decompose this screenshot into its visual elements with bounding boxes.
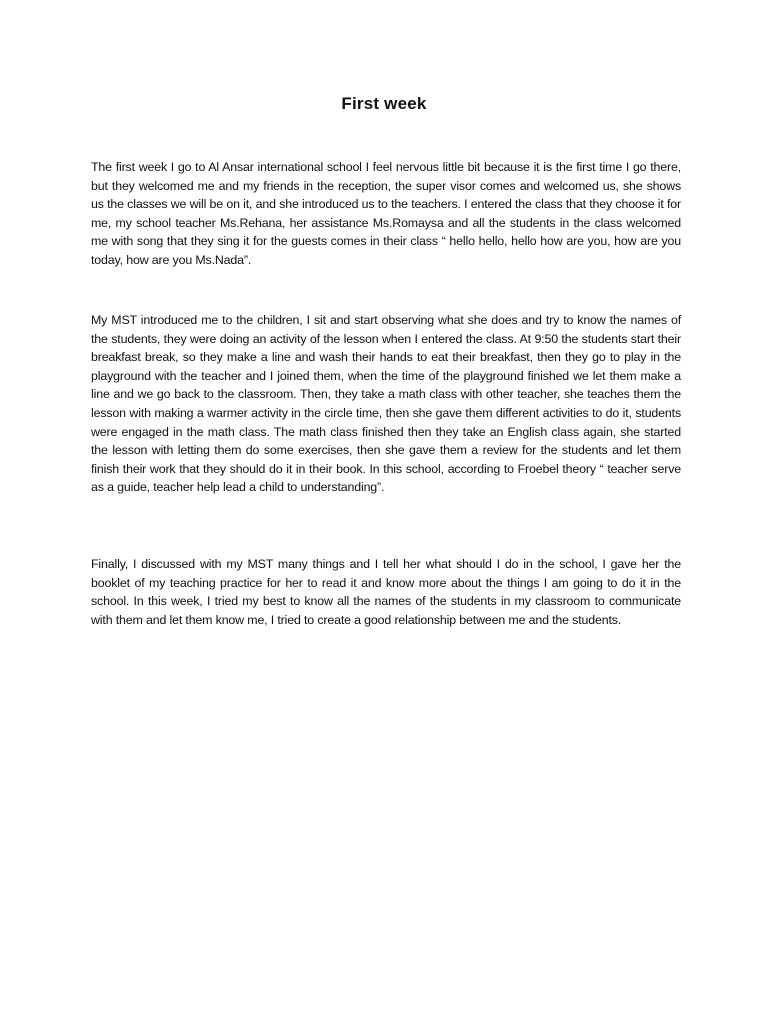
paragraph-2: My MST introduced me to the children, I sit and start observing what she does and try to know the names of the students, they were doing an activity of the lesson when I entered the class. At 9:50 the students start their breakfast break, so they make a line and wash their hands to eat their breakfast, then they go to play in the playground with the teacher and I joined them, when the time of the playground finished we let them make a line and we go back to the classroom. Then, they take a math class with other teacher, she teaches them the lesson with making a warmer activity in the circle time, then she gave them different activities to do it, students were engaged in the math class. The math class finished then they take an English class again, she started the lesson with letting them do some exercises, then she gave them a review for the students and let them finish their work that they should do it in their book. In this school, according to Froebel theory “ teacher serve as a guide, teacher help lead a child to understanding”. xyxy=(91,313,681,495)
paragraph-1: The first week I go to Al Ansar international school I feel nervous little bit because it is the first time I go there, but they welcomed me and my friends in the reception, the super visor comes and welcomed us, she shows us the classes we will be on it, and she introduced us to the teachers. I entered the class that they choose it for me, my school teacher Ms.Rehana, her assistance Ms.Romaysa and all the students in the class welcomed me with song that they sing it for the guests comes in their class “ hello hello, hello how are you, how are you today, how are you Ms.Nada”. xyxy=(91,160,681,267)
paragraph-3: Finally, I discussed with my MST many things and I tell her what should I do in the school, I gave her the booklet of my teaching practice for her to read it and know more about the things I am going to do it in the school. In this week, I tried my best to know all the names of the students in my classroom to communicate with them and let them know me, I tried to create a good relationship between me and the students. xyxy=(91,557,681,627)
page-title: First week xyxy=(341,94,427,113)
